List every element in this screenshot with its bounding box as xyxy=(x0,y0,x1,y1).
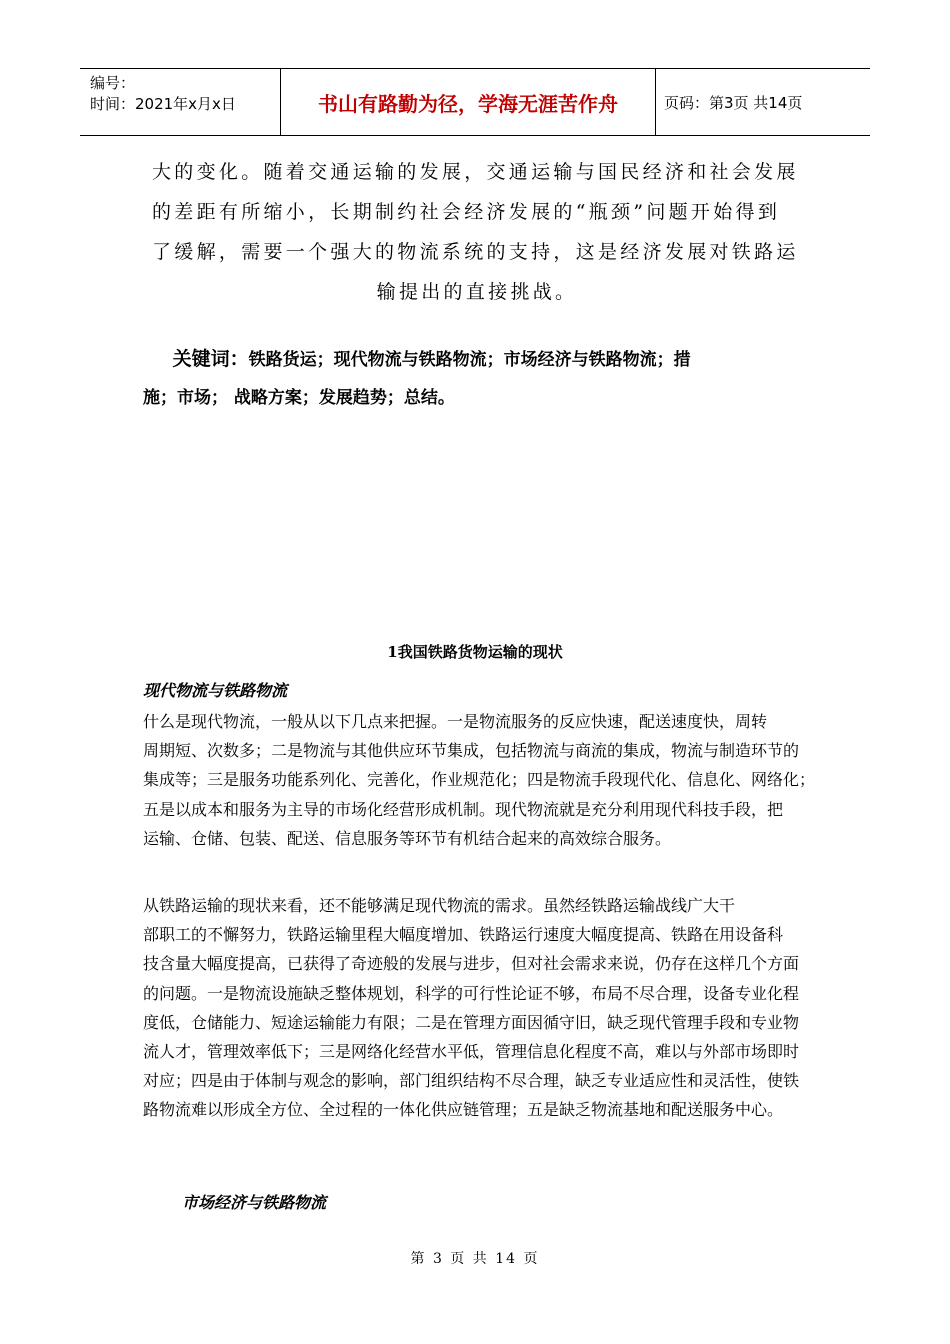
header-meta xyxy=(80,69,280,135)
abstract-line: 输提出的直接挑战。 xyxy=(376,281,578,303)
document-time-label: 时间：2021年x月x日 xyxy=(90,95,236,113)
abstract-text xyxy=(152,152,802,312)
paragraph-line: 运输、仓储、包装、配送、信息服务等环节有机结合起来的高效综合服务。 xyxy=(143,828,672,848)
paragraph-line: 周期短、次数多；二是物流与其他供应环节集成，包括物流与商流的集成，物流与制造环节的 xyxy=(143,741,800,761)
paragraph-line: 技含量大幅度提高，已获得了奇迹般的发展与进步，但对社会需求来说，仍存在这样几个方面 xyxy=(143,954,800,974)
paragraph-line: 路物流难以形成全方位、全过程的一体化供应链管理；五是缺乏物流基地和配送服务中心。 xyxy=(143,1100,784,1120)
keywords-label: 关键词： xyxy=(172,348,249,370)
subheading-market-economy: 市场经济与铁路物流 xyxy=(182,1193,327,1212)
paragraph-line: 流人才，管理效率低下；三是网络化经营水平低，管理信息化程度不高，难以与外部市场即时 xyxy=(143,1042,800,1062)
abstract-line: 的差距有所缩小，长期制约社会经济发展的“瓶颈”问题开始得到 xyxy=(152,201,781,223)
header-page-info: 页码：第3页 共14页 xyxy=(664,93,803,112)
paragraph-line: 从铁路运输的现状来看，还不能够满足现代物流的需求。虽然经铁路运输战线广大干 xyxy=(143,896,736,915)
paragraph-modern-logistics xyxy=(143,707,816,853)
page-footer: 第 3 页 共 14 页 xyxy=(410,1251,540,1267)
abstract-line: 大的变化。随着交通运输的发展，交通运输与国民经济和社会发展 xyxy=(152,161,799,183)
keywords-block xyxy=(143,340,803,417)
page-header xyxy=(80,68,870,136)
header-motto: 书山有路勤为径，学海无涯苦作舟 xyxy=(280,69,656,135)
paragraph-line: 什么是现代物流，一般从以下几点来把握。一是物流服务的反应快速，配送速度快，周转 xyxy=(143,712,768,731)
paragraph-line: 的问题。一是物流设施缺乏整体规划，科学的可行性论证不够，布局不尽合理，设备专业化程 xyxy=(143,983,800,1003)
section-title: 1我国铁路货物运输的现状 xyxy=(387,643,563,661)
paragraph-line: 度低，仓储能力、短途运输能力有限；二是在管理方面因循守旧，缺乏现代管理手段和专业物 xyxy=(143,1012,800,1032)
abstract-line: 了缓解，需要一个强大的物流系统的支持，这是经济发展对铁路运 xyxy=(152,241,799,263)
keywords-text: 铁路货运；现代物流与铁路物流；市场经济与铁路物流；措 xyxy=(248,350,691,370)
subheading-modern-logistics: 现代物流与铁路物流 xyxy=(143,681,288,700)
keywords-line xyxy=(143,340,803,379)
paragraph-line: 部职工的不懈努力，铁路运输里程大幅度增加、铁路运行速度大幅度提高、铁路在用设备科 xyxy=(143,925,784,945)
paragraph-line: 集成等；三是服务功能系列化、完善化，作业规范化；四是物流手段现代化、信息化、网络化； xyxy=(143,770,816,790)
paragraph-line: 对应；四是由于体制与观念的影响，部门组织结构不尽合理，缺乏专业适应性和灵活性，使铁 xyxy=(143,1071,800,1091)
document-number-label: 编号： xyxy=(90,74,136,92)
paragraph-railway-status xyxy=(143,891,811,1125)
keywords-text-continued: 施；市场； 战略方案；发展趋势；总结。 xyxy=(143,388,455,408)
paragraph-line: 五是以成本和服务为主导的市场化经营形成机制。现代物流就是充分利用现代科技手段，把 xyxy=(143,799,784,819)
